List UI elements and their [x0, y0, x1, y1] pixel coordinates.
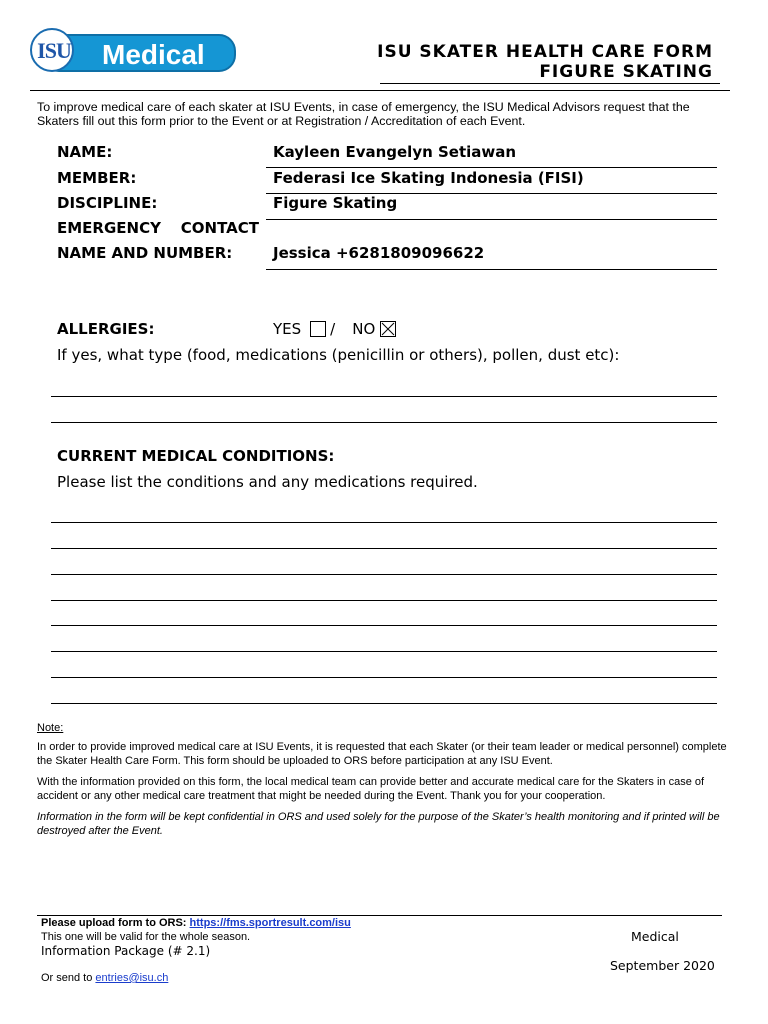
- logo-word: Medical: [102, 39, 205, 70]
- conditions-line-5[interactable]: [51, 625, 717, 626]
- member-label: MEMBER:: [57, 169, 137, 187]
- emergency-value[interactable]: Jessica +6281809096622: [273, 244, 485, 262]
- footer-date: September 2020: [610, 958, 715, 973]
- emergency-label-line2: NAME AND NUMBER:: [57, 244, 233, 262]
- title-underline: [380, 83, 720, 84]
- conditions-line-2[interactable]: [51, 548, 717, 549]
- conditions-prompt: Please list the conditions and any medications required.: [57, 473, 478, 491]
- information-package: Information Package (# 2.1): [41, 944, 211, 958]
- emergency-label-line1: [57, 219, 259, 237]
- conditions-line-3[interactable]: [51, 574, 717, 575]
- member-value[interactable]: Federasi Ice Skating Indonesia (FISI): [273, 169, 584, 187]
- conditions-label: CURRENT MEDICAL CONDITIONS:: [57, 447, 335, 465]
- entries-email-link[interactable]: entries@isu.ch: [95, 972, 169, 984]
- no-label: NO: [352, 320, 376, 338]
- yes-label: YES: [273, 320, 302, 338]
- yes-checkbox[interactable]: [310, 321, 326, 337]
- discipline-value[interactable]: Figure Skating: [273, 194, 398, 212]
- note-paragraph-3: Information in the form will be kept confidential in ORS and used solely for the purpose of the Skater’s health monitoring and if printed will be destroyed after the Event.: [37, 811, 720, 837]
- discipline-line: [266, 219, 717, 220]
- logo-circle: [30, 28, 74, 72]
- allergies-line-2[interactable]: [51, 422, 717, 423]
- header-divider: [30, 90, 730, 91]
- conditions-line-4[interactable]: [51, 600, 717, 601]
- send-text: Or send to: [41, 972, 96, 984]
- emergency-word: EMERGENCY: [57, 219, 161, 237]
- note-paragraph-1: In order to provide improved medical care at ISU Events, it is requested that each Skater (or their team leader or medical personnel) complete the Skater Health Care Form. This form should be uploaded to ORS before participation at any ISU Event.: [37, 741, 727, 767]
- upload-text: Please upload form to ORS:: [41, 917, 190, 929]
- conditions-line-8[interactable]: [51, 703, 717, 704]
- name-line: [266, 167, 717, 168]
- logo-mark: ISU: [37, 38, 71, 63]
- note-heading: Note:: [37, 722, 64, 734]
- ors-upload-link[interactable]: https://fms.sportresult.com/isu: [189, 917, 351, 929]
- conditions-line-1[interactable]: [51, 522, 717, 523]
- note-paragraph-2: With the information provided on this form, the local medical team can provide better and accurate medical care for the Skaters in case of accident or any other medical care treatment that might be needed during the Event. Thank you for your cooperation.: [37, 776, 705, 802]
- form-title: ISU SKATER HEALTH CARE FORM: [377, 42, 713, 62]
- allergies-line-1[interactable]: [51, 396, 717, 397]
- footer-section: Medical: [631, 929, 679, 944]
- allergies-prompt: If yes, what type (food, medications (penicillin or others), pollen, dust etc):: [57, 346, 620, 364]
- footer-divider: [37, 915, 722, 916]
- emergency-line: [266, 269, 717, 270]
- conditions-line-6[interactable]: [51, 651, 717, 652]
- allergies-choice: [273, 320, 400, 338]
- no-checkbox[interactable]: [380, 321, 396, 337]
- intro-paragraph: To improve medical care of each skater at ISU Events, in case of emergency, the ISU Medical Advisors request that the Skaters fill out this form prior to the Event or at Registration / Accreditation of each Event.: [37, 100, 690, 128]
- form-subtitle: FIGURE SKATING: [539, 62, 713, 82]
- send-instruction: [41, 972, 168, 984]
- checkbox-x-icon: [381, 322, 395, 336]
- choice-separator: /: [330, 320, 336, 338]
- validity-note: This one will be valid for the whole season.: [41, 931, 251, 943]
- isu-medical-logo: [30, 28, 234, 74]
- upload-instruction: [41, 917, 351, 929]
- contact-word: CONTACT: [180, 219, 259, 237]
- conditions-line-7[interactable]: [51, 677, 717, 678]
- name-label: NAME:: [57, 143, 113, 161]
- discipline-label: DISCIPLINE:: [57, 194, 158, 212]
- allergies-label: ALLERGIES:: [57, 320, 155, 338]
- name-value[interactable]: Kayleen Evangelyn Setiawan: [273, 143, 517, 161]
